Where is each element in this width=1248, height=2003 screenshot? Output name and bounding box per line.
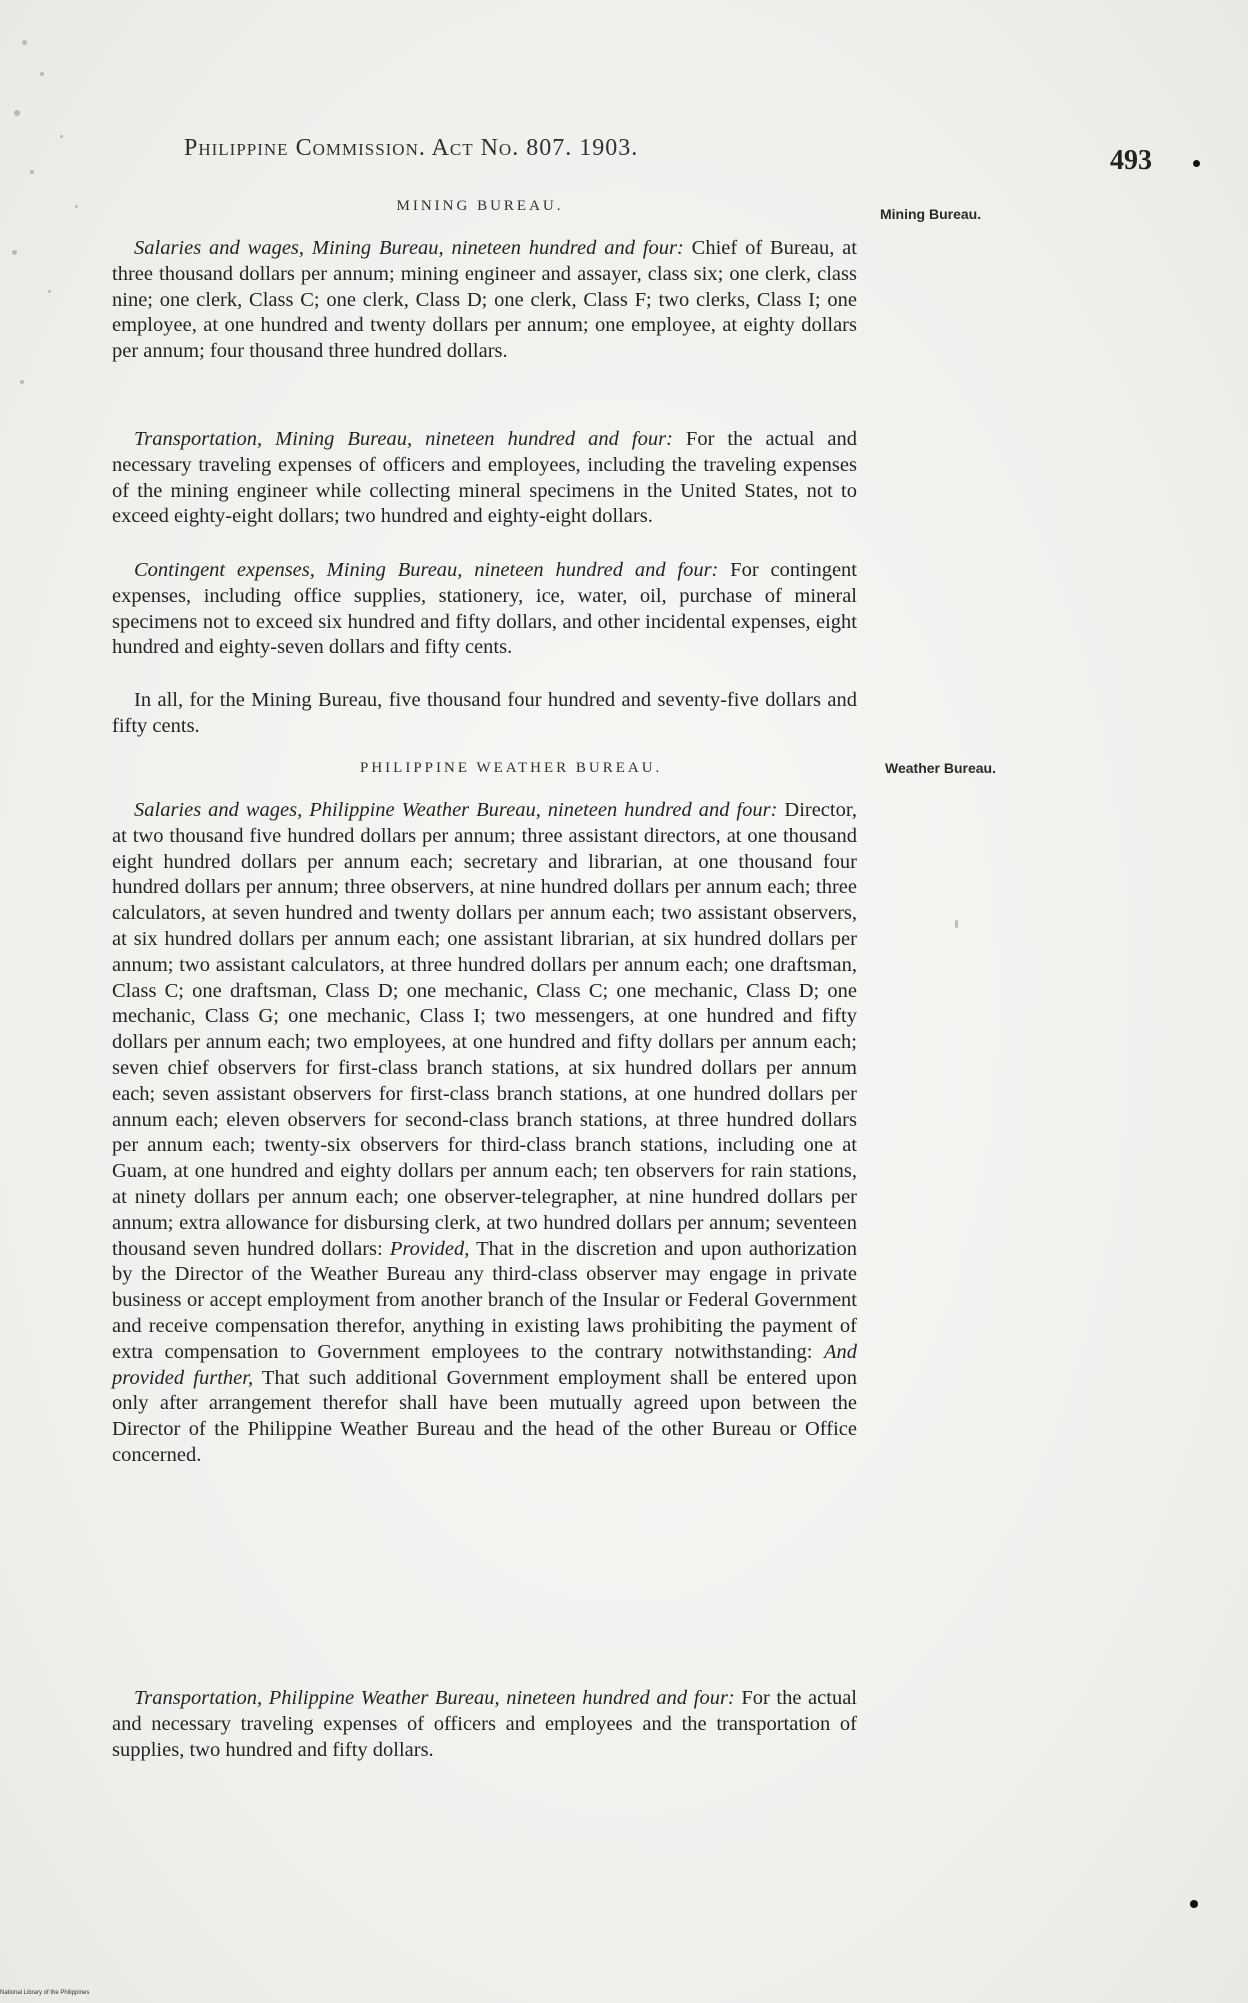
- margin-note-mining: Mining Bureau.: [880, 206, 982, 222]
- scan-speck: [14, 110, 20, 116]
- scan-speck: [20, 380, 24, 384]
- paragraph-lead: Transportation, Mining Bureau, nineteen hundred and four:: [134, 428, 673, 450]
- scan-speck: [12, 250, 17, 255]
- section-heading-weather: PHILIPPINE WEATHER BUREAU.: [360, 760, 663, 776]
- paragraph-body: For the actual and necessary traveling expenses of officers and employees and the transportation of supplies, two hundred and fifty dollars.: [112, 1687, 857, 1761]
- footer-strip: National Library of the Philippines: [0, 1990, 90, 1996]
- paragraph-lead: Salaries and wages, Philippine Weather Bureau, nineteen hundred and four:: [134, 799, 778, 821]
- paragraph-weather-transportation: [112, 1686, 857, 1763]
- paragraph-lead: Contingent expenses, Mining Bureau, nineteen hundred and four:: [134, 559, 719, 581]
- scan-speck: [40, 72, 44, 76]
- paragraph-proviso: Provided,: [389, 1237, 470, 1260]
- paragraph-body: For contingent expenses, including office supplies, stationery, ice, water, oil, purchase of mineral specimens not to exceed six hundred and fifty dollars, and other incidental expenses, eight hundred and eighty-seven dollars and fifty cents.: [112, 559, 857, 659]
- paragraph-proviso: And provided further,: [112, 1340, 857, 1389]
- dot-mark: [1193, 160, 1200, 167]
- paragraph-body: That in the discretion and upon authorization by the Director of the Weather Bureau any third-class observer may engage in private business or accept employment from another branch of the Insular or Federal Government and receive compensation therefor, anything in existing laws prohibiting the payment of extra compensation to Government employees to the contrary notwithstanding:: [112, 1237, 857, 1363]
- paragraph-mining-contingent: [112, 558, 857, 661]
- dot-mark: [1190, 1900, 1198, 1908]
- paragraph-weather-salaries: [112, 798, 857, 1469]
- scan-speck: [30, 170, 34, 174]
- paragraph-mining-total: [112, 688, 857, 740]
- running-head: Philippine Commission. Act No. 807. 1903.: [184, 135, 639, 161]
- section-heading-mining: MINING BUREAU.: [396, 198, 564, 214]
- paragraph-mining-salaries: [112, 236, 857, 365]
- paragraph-body: Chief of Bureau, at three thousand dollars per annum; mining engineer and assayer, class six; one clerk, class nine; one clerk, Class C; one clerk, Class D; one clerk, Class F; two clerks, Class I; one employee, at one hundred and twenty dollars per annum; one employee, at eighty dollars per annum; four thousand three hundred dollars.: [112, 237, 857, 363]
- paragraph-body: Director, at two thousand five hundred dollars per annum; three assistant directors, at one thousand eight hundred dollars per annum each; secretary and librarian, at one thousand four hundred dollars per annum; three observers, at nine hundred dollars per annum each; three calculators, at seven hundred and twenty dollars per annum each; two assistant observers, at six hundred dollars per annum each; one assistant librarian, at six hundred dollars per annum; two assistant calculators, at three hundred dollars per annum each; one draftsman, Class C; one draftsman, Class D; one mechanic, Class C; one mechanic, Class D; one mechanic, Class G; one mechanic, Class I; two messengers, at one hundred and fifty dollars per annum each; two employees, at one hundred and fifty dollars per annum each; seven chief observers for first-class branch stations, at six hundred dollars per annum each; seven assistant observers for first-class branch stations, at one hundred dollars per annum each; eleven observers for second-class branch stations, at three hundred dollars per annum each; twenty-six observers for third-class branch stations, including one at Guam, at one hundred and eighty dollars per annum each; ten observers for rain stations, at ninety dollars per annum each; one observer-telegrapher, at nine hundred dollars per annum; extra allowance for disbursing clerk, at two hundred dollars per annum; seventeen thousand seven hundred dollars:: [112, 799, 857, 1260]
- paragraph-lead: Transportation, Philippine Weather Bureau, nineteen hundred and four:: [134, 1687, 735, 1709]
- margin-note-weather: Weather Bureau.: [885, 760, 996, 776]
- paragraph-lead: Salaries and wages, Mining Bureau, nineteen hundred and four:: [134, 237, 684, 259]
- scan-speck: [48, 290, 51, 293]
- page-number: 493: [1110, 145, 1152, 176]
- paragraph-mining-transportation: [112, 427, 857, 530]
- scan-speck: [955, 920, 958, 928]
- paragraph-body: That such additional Government employment shall be entered upon only after arrangement therefor shall have been mutually agreed upon between the Director of the Philippine Weather Bureau and the head of the other Bureau or Office concerned.: [112, 1366, 857, 1466]
- paragraph-body: For the actual and necessary traveling expenses of officers and employees, including the traveling expenses of the mining engineer while collecting mineral specimens in the United States, not to exceed eighty-eight dollars; two hundred and eighty-eight dollars.: [112, 428, 857, 528]
- paragraph-body: In all, for the Mining Bureau, five thousand four hundred and seventy-five dollars and fifty cents.: [112, 689, 857, 737]
- scan-speck: [75, 205, 78, 208]
- scan-speck: [60, 135, 63, 138]
- scan-speck: [22, 40, 27, 45]
